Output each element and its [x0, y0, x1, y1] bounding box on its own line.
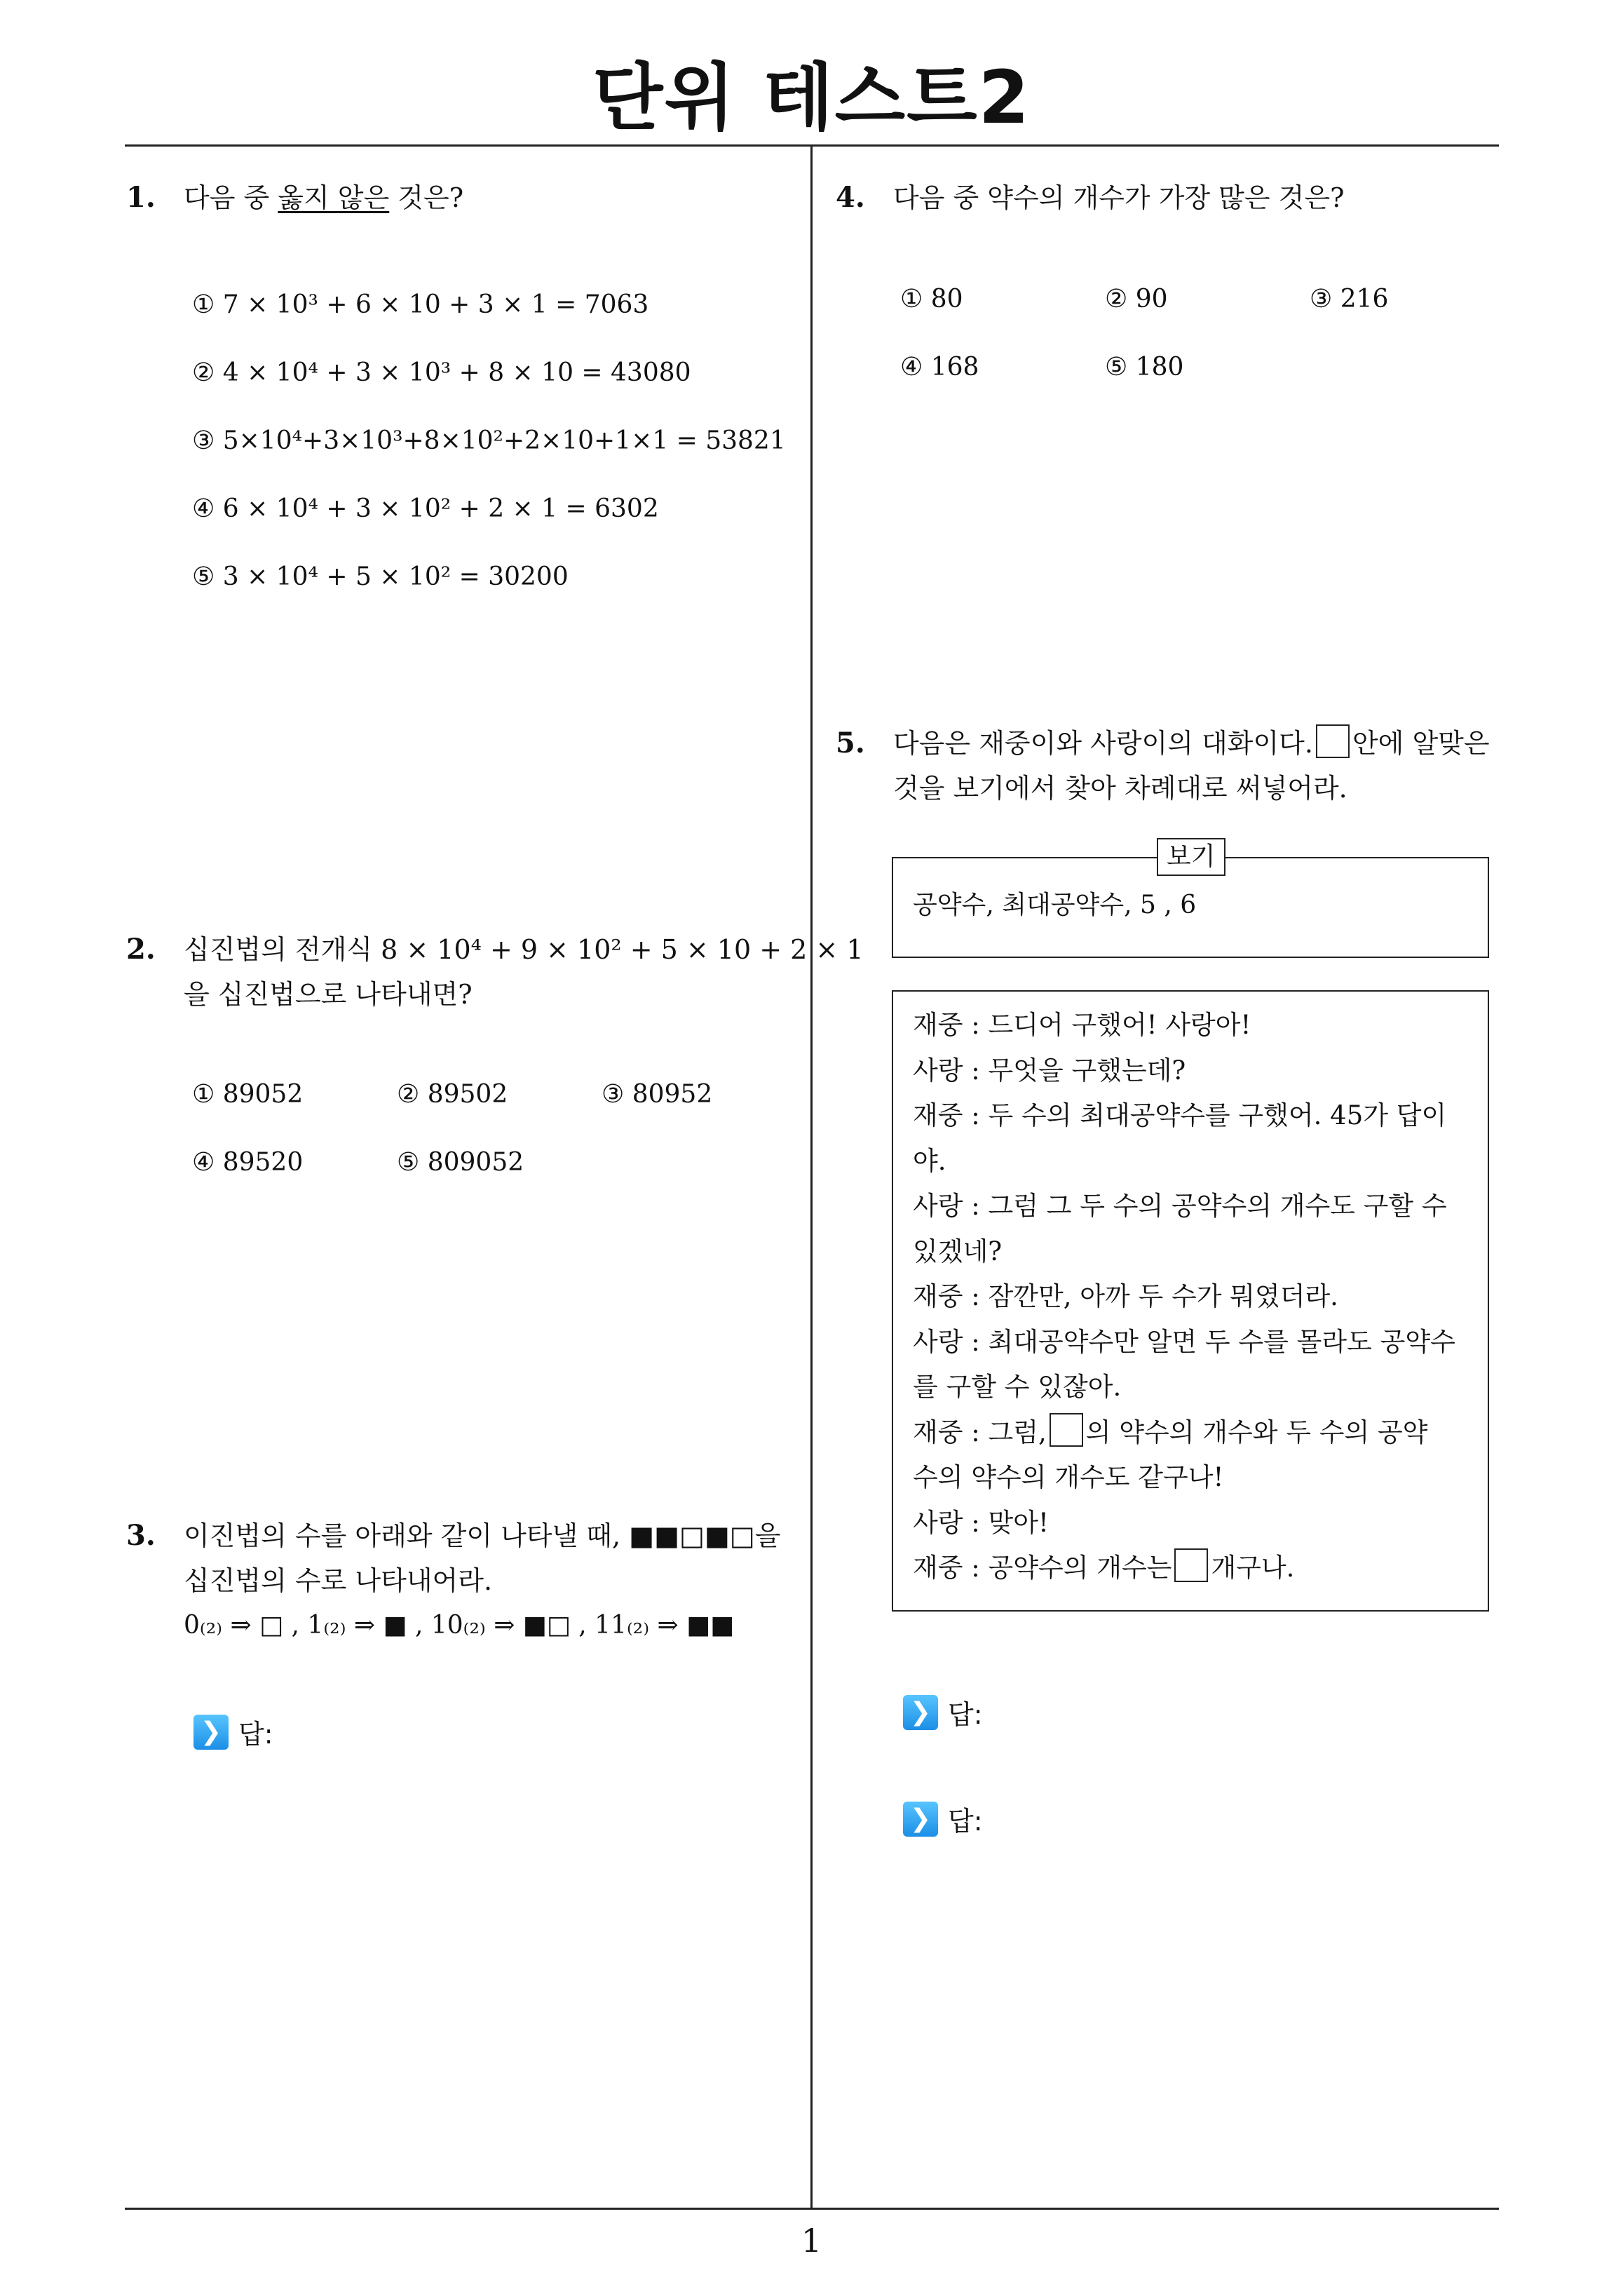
answer-label: 답:: [238, 1719, 273, 1750]
option-3[interactable]: ③ 5×10⁴+3×10³+8×10²+2×10+1×1 = 53821: [192, 426, 786, 455]
option-4[interactable]: ④ 6 × 10⁴ + 3 × 10² + 2 × 1 = 6302: [192, 494, 659, 523]
answer-field-2[interactable]: [903, 1799, 983, 1838]
blank-box: [1174, 1548, 1208, 1582]
question-text: 다음 중 옳지 않은 것은?: [184, 182, 464, 213]
question-text-line2: 을 십진법으로 나타내면?: [184, 979, 473, 1010]
option-5[interactable]: ⑤ 3 × 10⁴ + 5 × 10² = 30200: [192, 562, 569, 591]
answer-label: 답:: [948, 1806, 983, 1837]
option-2[interactable]: ② 90: [1105, 285, 1168, 313]
dialog-text: [913, 1003, 1474, 1591]
chevron-right-icon: ❯: [903, 1695, 938, 1730]
dialog-line: 있겠네?: [913, 1236, 1003, 1267]
option-2[interactable]: ② 4 × 10⁴ + 3 × 10³ + 8 × 10 = 43080: [192, 358, 691, 387]
dialog-line: 사랑 : 최대공약수만 알면 두 수를 몰라도 공약수: [913, 1326, 1455, 1357]
dialog-line: 재중 : 공약수의 개수는 개구나.: [913, 1546, 1474, 1591]
option-4[interactable]: ④ 168: [900, 353, 979, 381]
question-number: 1.: [126, 181, 156, 214]
option-3[interactable]: ③ 80952: [602, 1080, 713, 1109]
chevron-right-icon: ❯: [193, 1715, 229, 1750]
chevron-right-icon: ❯: [903, 1802, 938, 1837]
question-text-line2: 것을 보기에서 찾아 차례대로 써넣어라.: [893, 773, 1347, 804]
dialog-line: 사랑 : 그럼 그 두 수의 공약수의 개수도 구할 수: [913, 1191, 1447, 1221]
dialog-line: 사랑 : 무엇을 구했는데?: [913, 1055, 1186, 1086]
bogi-content: 공약수, 최대공약수, 5 , 6: [913, 891, 1197, 919]
footer-divider: [125, 2208, 1499, 2210]
dialog-line: 재중 : 두 수의 최대공약수를 구했어. 45가 답이: [913, 1100, 1447, 1130]
question-number: 4.: [836, 181, 865, 214]
option-1[interactable]: ① 80: [900, 285, 963, 313]
underlined-text: 옳지 않은: [278, 182, 390, 213]
dialog-line: 야.: [913, 1145, 946, 1176]
option-4[interactable]: ④ 89520: [192, 1148, 304, 1177]
dialog-line: 를 구할 수 있잖아.: [913, 1372, 1122, 1402]
blank-box: [1050, 1413, 1083, 1447]
page-title: 단위 테스트2: [592, 55, 1031, 140]
dialog-line: 재중 : 잠깐만, 아까 두 수가 뭐였더라.: [913, 1281, 1338, 1311]
question-text-line2: 십진법의 수로 나타내어라.: [184, 1565, 493, 1596]
option-5[interactable]: ⑤ 180: [1105, 353, 1184, 381]
option-1[interactable]: ① 89052: [192, 1080, 304, 1109]
dialog-line: 재중 : 그럼, 의 약수의 개수와 두 수의 공약: [913, 1410, 1474, 1456]
option-5[interactable]: ⑤ 809052: [397, 1148, 524, 1177]
page-number: 1: [801, 2222, 822, 2260]
answer-label: 답:: [948, 1699, 983, 1730]
option-2[interactable]: ② 89502: [397, 1080, 508, 1109]
question-text-line1: 십진법의 전개식 8 × 10⁴ + 9 × 10² + 5 × 10 + 2 × 1: [184, 934, 864, 965]
question-text-line1: 다음은 재중이와 사랑이의 대화이다. 안에 알맞은: [893, 721, 1490, 766]
question-text-line1: 이진법의 수를 아래와 같이 나타낼 때, ■■□■□을: [184, 1520, 781, 1551]
answer-field[interactable]: [193, 1713, 273, 1751]
dialog-line: 사랑 : 맞아!: [913, 1507, 1049, 1538]
option-3[interactable]: ③ 216: [1310, 285, 1389, 313]
blank-box: [1316, 724, 1350, 758]
option-1[interactable]: ① 7 × 10³ + 6 × 10 + 3 × 1 = 7063: [192, 290, 649, 319]
question-number: 5.: [836, 727, 865, 759]
question-number: 2.: [126, 933, 156, 966]
answer-field-1[interactable]: [903, 1693, 983, 1731]
question-number: 3.: [126, 1519, 156, 1552]
question-text: 다음 중 약수의 개수가 가장 많은 것은?: [893, 182, 1345, 213]
dialog-line: 수의 약수의 개수도 같구나!: [913, 1462, 1224, 1492]
column-divider: [810, 144, 813, 2208]
bogi-label: 보기: [1157, 838, 1225, 876]
binary-rule: 0₍₂₎ ⇒ □ , 1₍₂₎ ⇒ ■ , 10₍₂₎ ⇒ ■□ , 11₍₂₎ ⇒ ■■: [184, 1611, 735, 1640]
dialog-line: 재중 : 드디어 구했어! 사랑아!: [913, 1010, 1251, 1040]
